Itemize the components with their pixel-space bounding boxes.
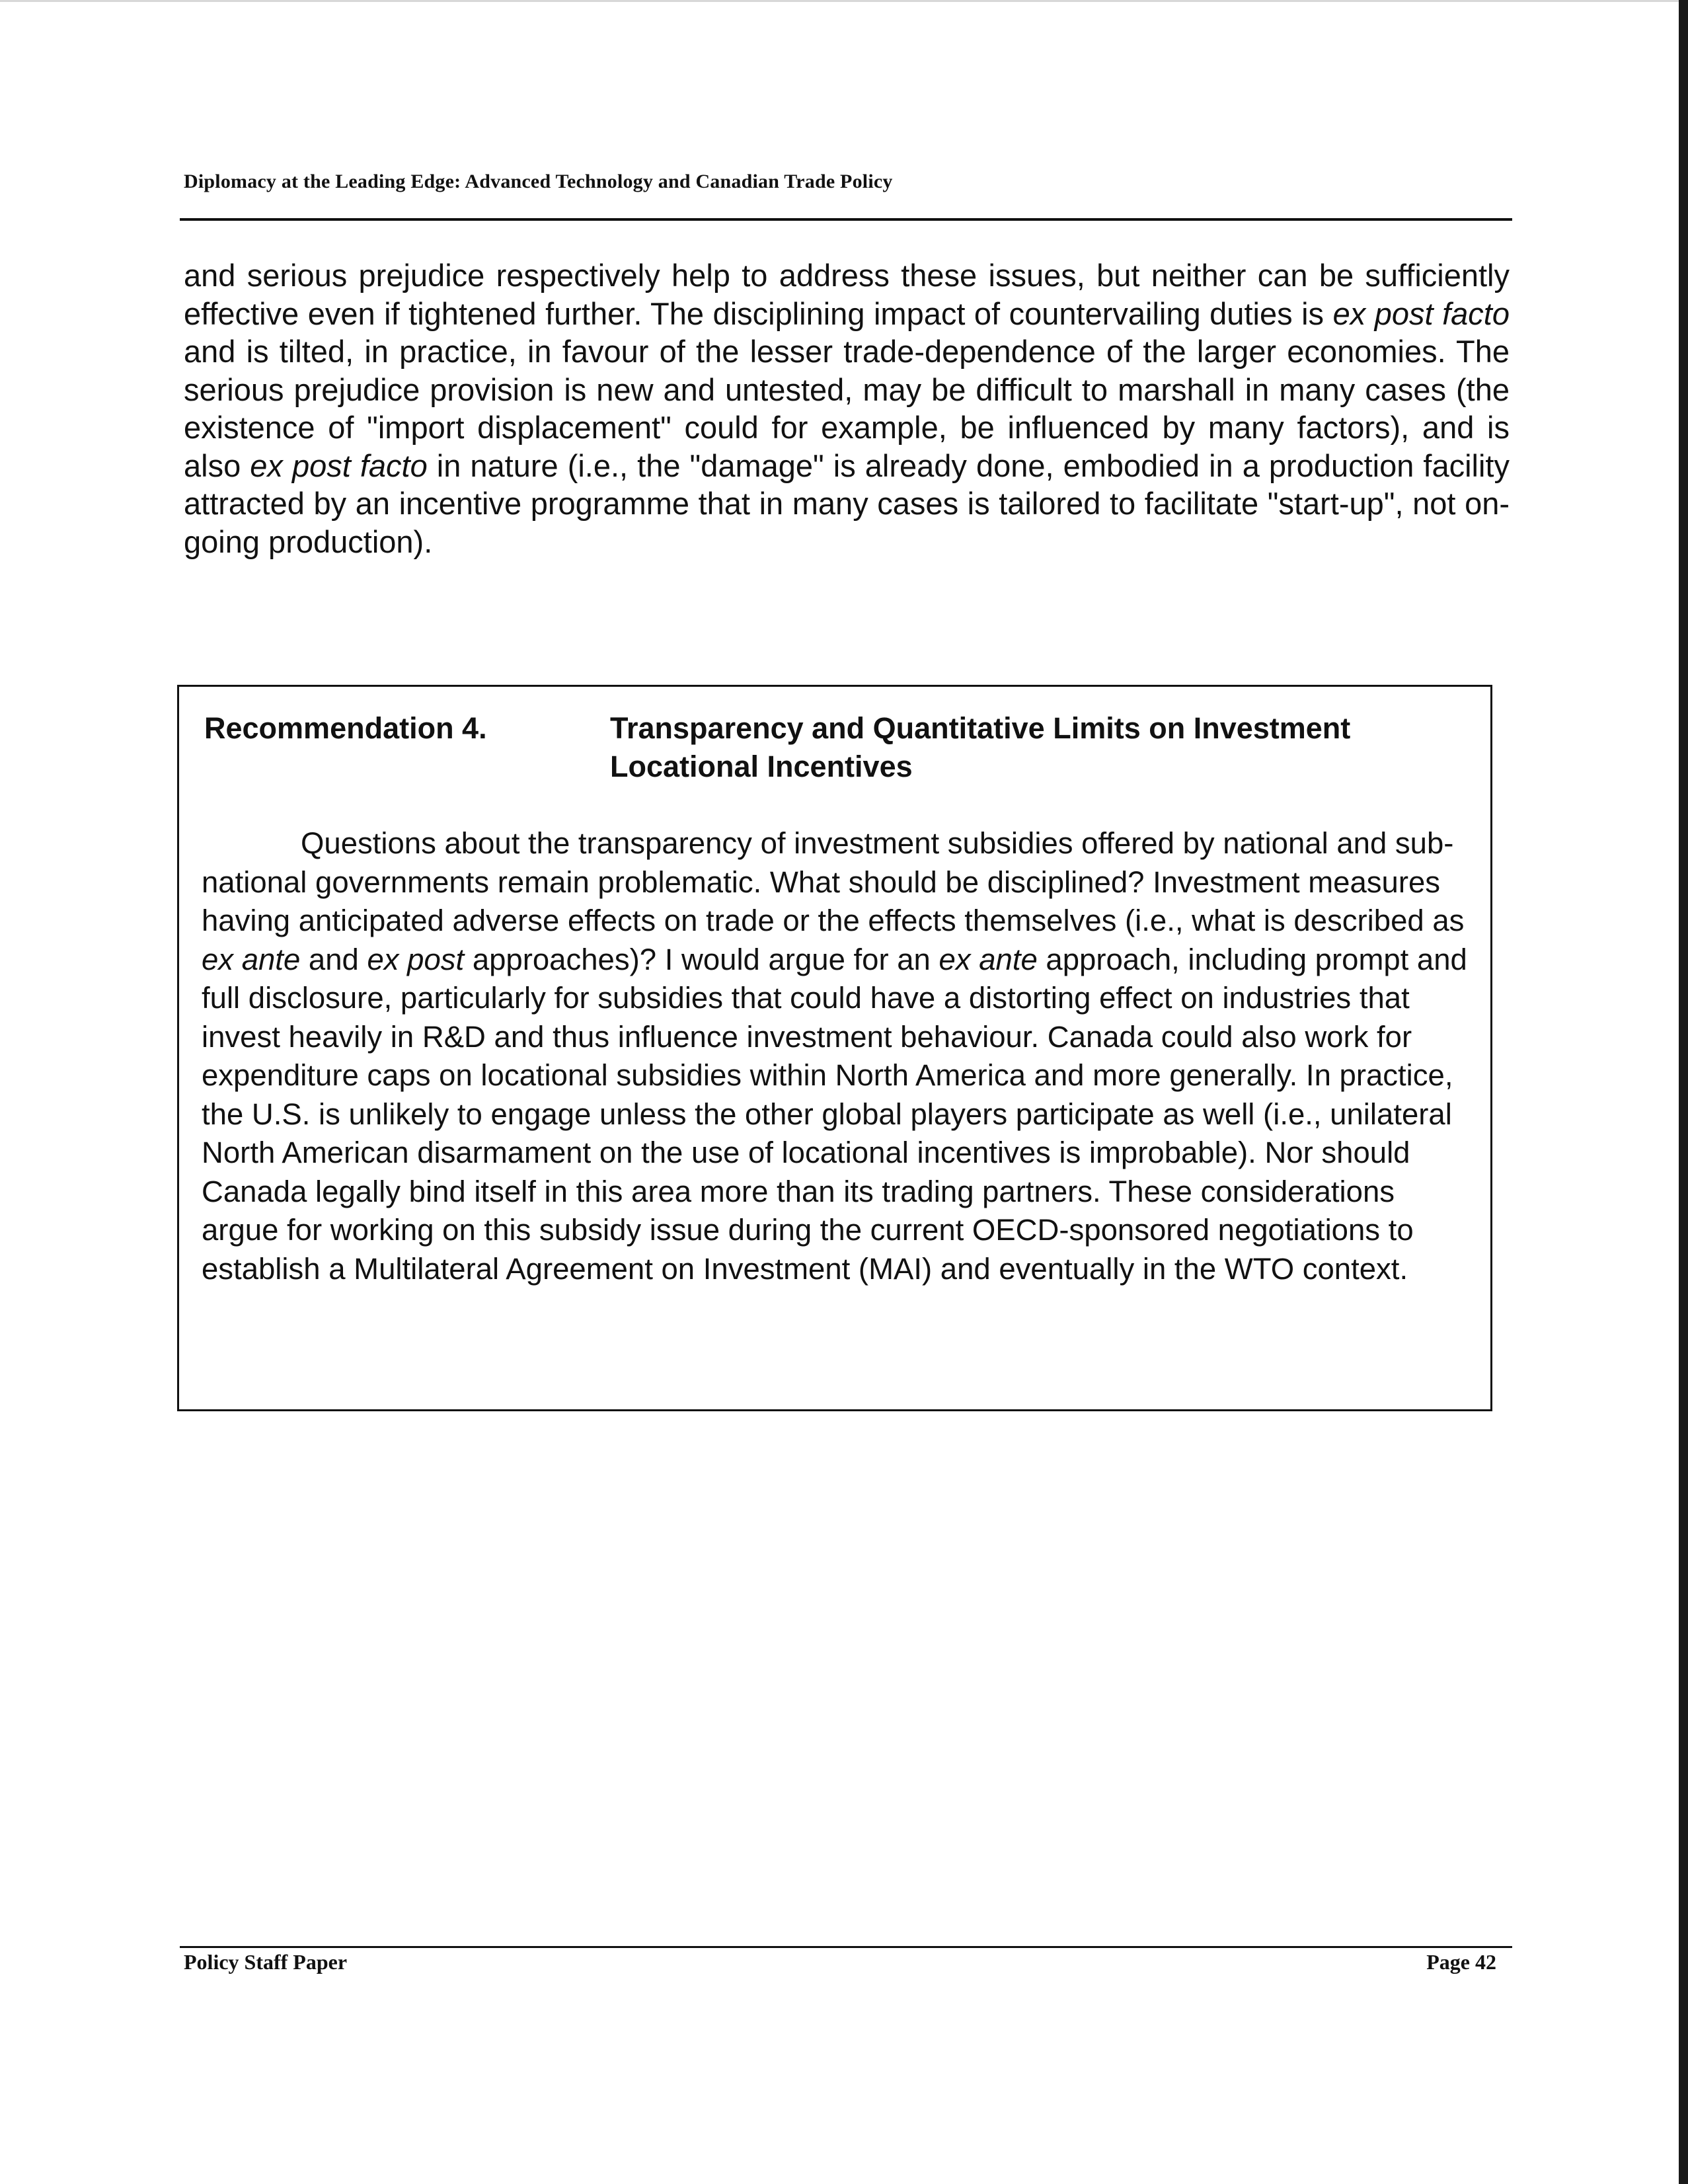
italic-term: ex ante [202, 942, 301, 976]
italic-term: ex post facto [1332, 295, 1510, 331]
recommendation-body [202, 824, 1471, 1288]
italic-term: ex ante [939, 942, 1038, 976]
italic-term: ex post facto [250, 448, 428, 483]
italic-term: ex post [367, 942, 465, 976]
recommendation-label: Recommendation 4. [204, 711, 487, 745]
scan-right-edge [1679, 0, 1688, 2184]
recommendation-box [177, 685, 1492, 1411]
footer-rule [180, 1946, 1512, 1948]
footer-left: Policy Staff Paper [184, 1950, 348, 1974]
page-top-edge [0, 0, 1688, 2]
page-number: Page 42 [1426, 1950, 1496, 1974]
recommendation-paragraph: Questions about the transparency of investment subsidies offered by national and sub-national governments remain problematic. What should be disciplined? Investment measures having anticipated adverse effects on trade or the effects themselves (i.e., what is described as ex ante and ex post approaches)? I would argue for an ex ante approach, including prompt and full disclosure, particularly for subsidies that could have a distorting effect on industries that invest heavily in R&D and thus influence investment behaviour. Canada could also work for expenditure caps on locational subsidies within North America and more generally. In practice, the U.S. is unlikely to engage unless the other global players participate as well (i.e., unilateral North American disarmament on the use of locational incentives is improbable). Nor should Canada legally bind itself in this area more than its trading partners. These considerations argue for working on this subsidy issue during the current OECD-sponsored negotiations to establish a Multilateral Agreement on Investment (MAI) and eventually in the WTO context. [202, 826, 1467, 1286]
body-paragraph: and serious prejudice respectively help to address these issues, but neither can be sufficiently effective even if tightened further. The disciplining impact of countervailing duties is ex post facto and is tilted, in practice, in favour of the lesser trade-dependence of the larger economies. The serious prejudice provision is new and untested, may be difficult to marshall in many cases (the existence of "import displacement" could for example, be influenced by many factors), and is also ex post facto in nature (i.e., the "damage" is already done, embodied in a production facility attracted by an incentive programme that in many cases is tailored to facilitate "start-up", not on-going production). [184, 258, 1510, 559]
running-header: Diplomacy at the Leading Edge: Advanced Technology and Canadian Trade Policy [184, 171, 893, 192]
body-text [184, 256, 1510, 561]
recommendation-title: Transparency and Quantitative Limits on Investment Locational Incentives [610, 711, 1351, 783]
header-rule [180, 218, 1512, 221]
